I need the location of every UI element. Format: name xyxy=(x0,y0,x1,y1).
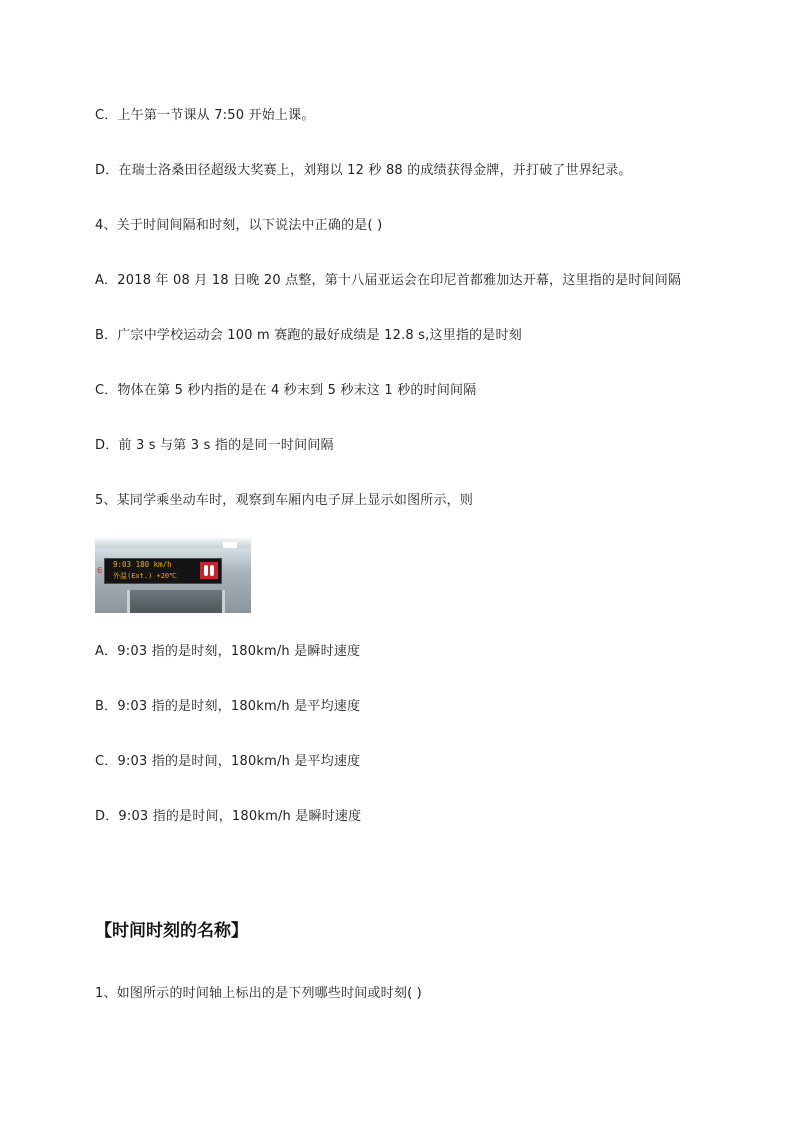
option-d-liuxiang: D．在瑞士洛桑田径超级大奖赛上，刘翔以 12 秒 88 的成绩获得金牌，并打破了世界纪录。 xyxy=(95,163,632,178)
question-4-option-c: C．物体在第 5 秒内指的是在 4 秒末到 5 秒末这 1 秒的时间间隔 xyxy=(95,383,477,398)
restroom-icon xyxy=(200,562,218,579)
section-question-1: 1、如图所示的时间轴上标出的是下列哪些时间或时刻( ) xyxy=(95,986,422,1001)
screen-time-speed: 9:03 180 km/h xyxy=(113,560,172,569)
question-5: 5、某同学乘坐动车时，观察到车厢内电子屏上显示如图所示，则 xyxy=(95,493,474,508)
photo-doorway xyxy=(127,590,225,613)
train-display-photo xyxy=(95,538,251,613)
question-5-option-d: D．9:03 指的是时间，180km/h 是瞬时速度 xyxy=(95,809,362,824)
electronic-display-screen xyxy=(104,558,222,584)
photo-ceiling-light xyxy=(223,542,237,548)
question-4-option-b: B．广宗中学校运动会 100 m 赛跑的最好成绩是 12.8 s,这里指的是时刻 xyxy=(95,328,522,343)
question-5-option-a: A．9:03 指的是时刻，180km/h 是瞬时速度 xyxy=(95,644,361,659)
question-5-option-c: C．9:03 指的是时间，180km/h 是平均速度 xyxy=(95,754,361,769)
photo-car-number: 6 xyxy=(97,566,103,575)
question-5-option-b: B．9:03 指的是时刻，180km/h 是平均速度 xyxy=(95,699,361,714)
question-4-option-a: A．2018 年 08 月 18 日晚 20 点整，第十八届亚运会在印尼首都雅加达开幕，这里指的是时间间隔 xyxy=(95,273,682,288)
question-4: 4、关于时间间隔和时刻，以下说法中正确的是( ) xyxy=(95,218,383,233)
question-4-option-d: D．前 3 s 与第 3 s 指的是同一时间间隔 xyxy=(95,438,334,453)
screen-temperature: 外温(Ext.) +20℃ xyxy=(113,572,178,580)
option-c-first-class: C．上午第一节课从 7:50 开始上课。 xyxy=(95,108,315,123)
section-heading: 【时间时刻的名称】 xyxy=(95,921,248,941)
